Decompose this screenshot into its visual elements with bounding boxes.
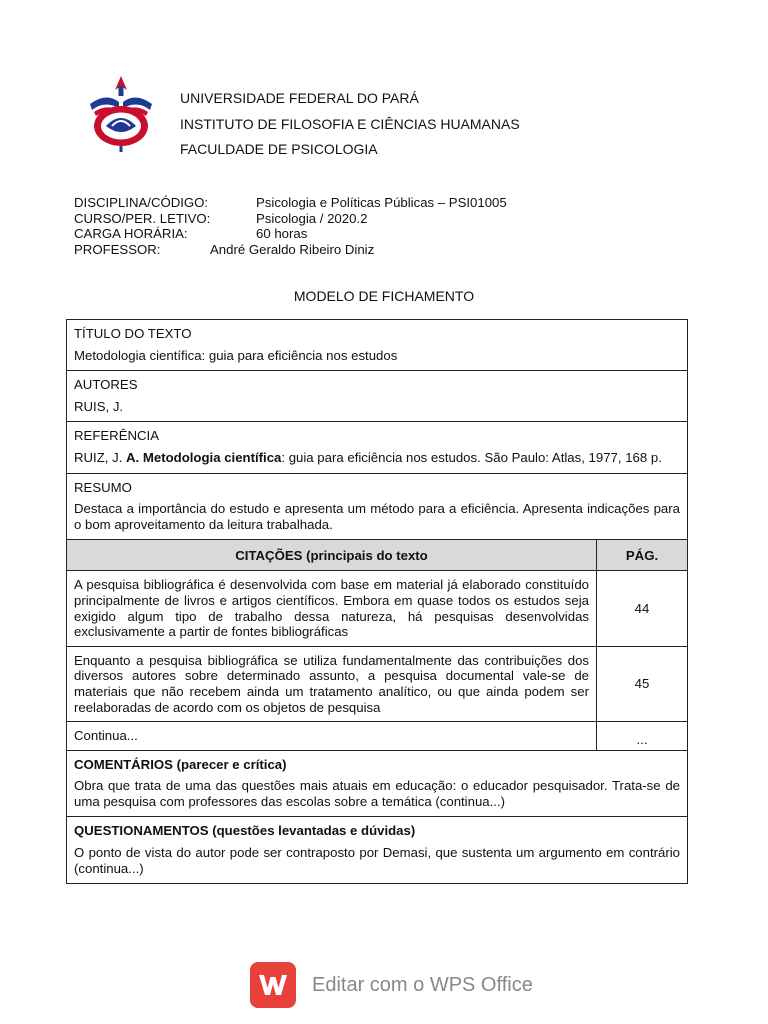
citacao-row — [67, 571, 688, 646]
resumo-section — [67, 473, 688, 540]
pagina-column-header: PÁG. — [597, 540, 688, 571]
wps-edit-label[interactable]: Editar com o WPS Office — [312, 973, 533, 996]
questionamentos-section — [67, 817, 688, 884]
curso-value: Psicologia / 2020.2 — [256, 210, 368, 226]
institute-name: INSTITUTO DE FILOSOFIA E CIÊNCIAS HUAMANAS — [180, 115, 520, 132]
professor-label: PROFESSOR: — [74, 241, 161, 257]
citacao-page: 45 — [597, 646, 688, 721]
resumo-heading: RESUMO — [74, 479, 132, 495]
wps-office-icon — [250, 962, 296, 1008]
comentarios-heading: COMENTÁRIOS (parecer e crítica) — [74, 756, 287, 772]
referencia-section — [67, 422, 688, 473]
document-title: MODELO DE FICHAMENTO — [293, 288, 475, 304]
citacao-row — [67, 722, 688, 751]
carga-value: 60 horas — [256, 226, 308, 242]
comentarios-value: Obra que trata de uma das questões mais atuais em educação: o educador pesquisador. Trata-se de uma pesquisa com professores das escolas sobre a temática (continua...) — [74, 778, 680, 809]
professor-value: André Geraldo Ribeiro Diniz — [210, 241, 375, 257]
citacao-page: 44 — [597, 571, 688, 646]
referencia-heading: REFERÊNCIA — [74, 428, 159, 444]
autores-heading: AUTORES — [74, 377, 138, 393]
institution-header — [180, 86, 520, 163]
resumo-value: Destaca a importância do estudo e apresenta um método para a eficiência. Apresenta indicações para o bom aproveitamento da leitura trabalhada. — [74, 501, 680, 532]
citacoes-column-header: CITAÇÕES (principais do texto — [67, 540, 597, 571]
university-name: UNIVERSIDADE FEDERAL DO PARÁ — [180, 90, 419, 106]
referencia-title: A. Metodologia científica — [126, 449, 282, 465]
disciplina-label: DISCIPLINA/CÓDIGO: — [74, 195, 209, 210]
autores-section — [67, 371, 688, 422]
citacao-page: ... — [597, 722, 688, 751]
referencia-author: RUIZ, J. — [74, 449, 127, 465]
questionamentos-heading: QUESTIONAMENTOS (questões levantadas e dúvidas) — [74, 823, 416, 839]
autores-value: RUIS, J. — [74, 398, 124, 414]
referencia-rest: : guia para eficiência nos estudos. São Paulo: Atlas, 1977, 168 p. — [281, 449, 662, 465]
citacao-text: Enquanto a pesquisa bibliográfica se utiliza fundamentalmente das contribuições dos diversos autores sobre determinado assunto, a pesquisa documental vale-se de materiais que não recebem ainda um tratamento analítico, ou que ainda podem ser reelaboradas de acordo com os objetos de pesquisa — [67, 646, 597, 721]
titulo-heading: TÍTULO DO TEXTO — [74, 326, 192, 341]
carga-label: CARGA HORÁRIA: — [74, 226, 188, 242]
citacoes-header-row — [67, 540, 688, 571]
wps-edit-banner[interactable] — [250, 962, 533, 1008]
citacao-text: Continua... — [67, 722, 597, 751]
titulo-section — [67, 320, 688, 371]
fichamento-table — [66, 319, 688, 884]
faculty-name: FACULDADE DE PSICOLOGIA — [180, 141, 378, 157]
citacao-row — [67, 646, 688, 721]
titulo-value: Metodologia científica: guia para eficiência nos estudos — [74, 347, 398, 363]
comentarios-section — [67, 750, 688, 817]
questionamentos-value: O ponto de vista do autor pode ser contraposto por Demasi, que sustenta um argumento em contrário (continua...) — [74, 845, 680, 876]
disciplina-value: Psicologia e Políticas Públicas – PSI01005 — [256, 195, 507, 210]
university-crest-logo — [86, 74, 156, 154]
referencia-value — [74, 450, 680, 466]
citacao-text: A pesquisa bibliográfica é desenvolvida com base em material já elaborado constituído principalmente de livros e artigos científicos. Embora em quase todos os estudos seja exigido algum tipo de trabalho dessa natureza, há pesquisas desenvolvidas exclusivamente a partir de fontes bibliográficas — [67, 571, 597, 646]
curso-label: CURSO/PER. LETIVO: — [74, 210, 211, 226]
